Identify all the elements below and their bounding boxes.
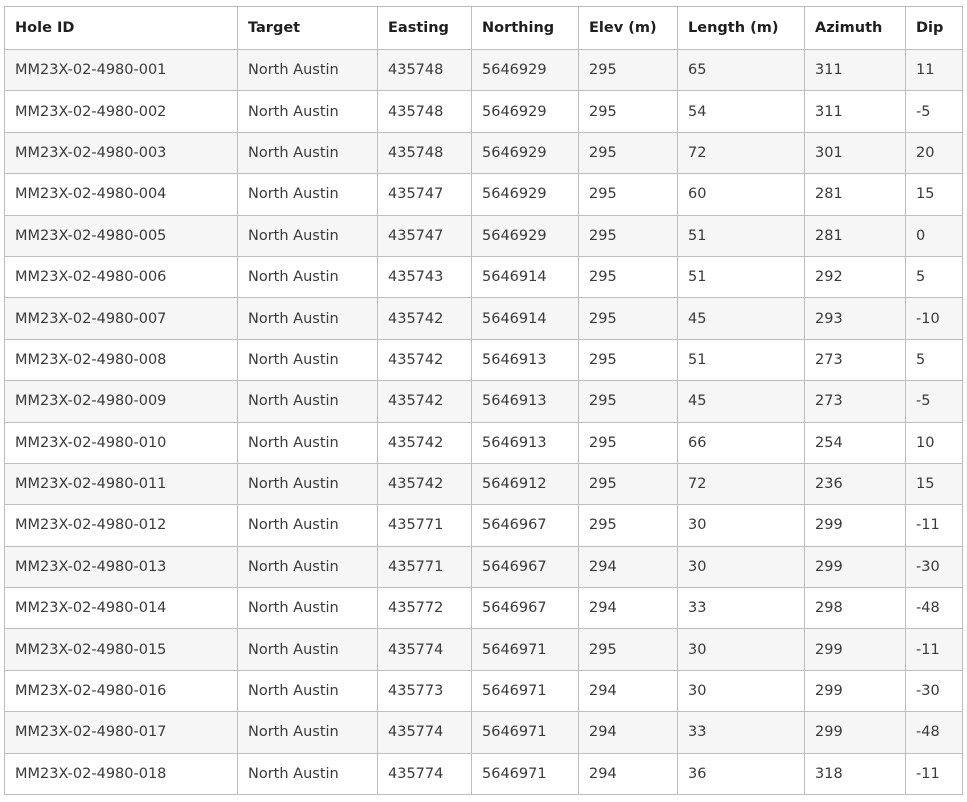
table-row [5,132,963,173]
cell-length: 51 [678,256,805,297]
cell-dip: -30 [906,546,963,587]
cell-target: North Austin [238,588,378,629]
cell-northing: 5646929 [472,215,579,256]
cell-elevation: 294 [579,546,678,587]
cell-target: North Austin [238,298,378,339]
cell-length: 65 [678,50,805,91]
cell-elevation: 295 [579,132,678,173]
cell-dip: -11 [906,505,963,546]
cell-length: 30 [678,629,805,670]
cell-target: North Austin [238,629,378,670]
cell-easting: 435771 [378,546,472,587]
cell-dip: -30 [906,670,963,711]
cell-dip: 0 [906,215,963,256]
cell-hole-id: MM23X-02-4980-007 [5,298,238,339]
cell-easting: 435773 [378,670,472,711]
cell-target: North Austin [238,712,378,753]
cell-length: 33 [678,588,805,629]
table-row [5,215,963,256]
cell-elevation: 295 [579,174,678,215]
cell-length: 45 [678,381,805,422]
cell-azimuth: 311 [805,50,906,91]
cell-hole-id: MM23X-02-4980-009 [5,381,238,422]
cell-easting: 435774 [378,712,472,753]
table-row [5,422,963,463]
cell-target: North Austin [238,546,378,587]
cell-hole-id: MM23X-02-4980-018 [5,753,238,794]
cell-length: 30 [678,670,805,711]
cell-easting: 435747 [378,215,472,256]
header-length: Length (m) [678,7,805,50]
header-northing: Northing [472,7,579,50]
cell-easting: 435774 [378,629,472,670]
table-row [5,463,963,504]
cell-easting: 435774 [378,753,472,794]
header-azimuth: Azimuth [805,7,906,50]
cell-azimuth: 273 [805,339,906,380]
cell-azimuth: 254 [805,422,906,463]
cell-length: 33 [678,712,805,753]
cell-dip: -48 [906,588,963,629]
cell-dip: -11 [906,753,963,794]
cell-length: 72 [678,463,805,504]
cell-target: North Austin [238,505,378,546]
table-row [5,712,963,753]
cell-length: 30 [678,546,805,587]
cell-dip: 15 [906,463,963,504]
table-row [5,50,963,91]
cell-target: North Austin [238,422,378,463]
cell-elevation: 295 [579,505,678,546]
cell-target: North Austin [238,670,378,711]
header-row [5,7,963,50]
cell-dip: 15 [906,174,963,215]
cell-azimuth: 236 [805,463,906,504]
table-header [5,7,963,50]
cell-dip: 5 [906,256,963,297]
table-body [5,50,963,795]
cell-length: 54 [678,91,805,132]
cell-easting: 435748 [378,50,472,91]
cell-dip: -11 [906,629,963,670]
cell-elevation: 295 [579,629,678,670]
cell-azimuth: 318 [805,753,906,794]
table-row [5,505,963,546]
cell-azimuth: 311 [805,91,906,132]
cell-azimuth: 273 [805,381,906,422]
cell-northing: 5646914 [472,256,579,297]
cell-hole-id: MM23X-02-4980-016 [5,670,238,711]
cell-azimuth: 299 [805,505,906,546]
header-target: Target [238,7,378,50]
cell-azimuth: 293 [805,298,906,339]
cell-easting: 435771 [378,505,472,546]
header-easting: Easting [378,7,472,50]
cell-azimuth: 298 [805,588,906,629]
cell-dip: 20 [906,132,963,173]
cell-length: 66 [678,422,805,463]
cell-hole-id: MM23X-02-4980-005 [5,215,238,256]
cell-target: North Austin [238,132,378,173]
cell-hole-id: MM23X-02-4980-006 [5,256,238,297]
cell-northing: 5646967 [472,588,579,629]
cell-length: 60 [678,174,805,215]
cell-northing: 5646967 [472,546,579,587]
cell-hole-id: MM23X-02-4980-001 [5,50,238,91]
cell-length: 45 [678,298,805,339]
cell-easting: 435747 [378,174,472,215]
cell-elevation: 295 [579,215,678,256]
cell-northing: 5646967 [472,505,579,546]
cell-elevation: 294 [579,753,678,794]
cell-length: 30 [678,505,805,546]
cell-hole-id: MM23X-02-4980-013 [5,546,238,587]
cell-hole-id: MM23X-02-4980-010 [5,422,238,463]
cell-target: North Austin [238,174,378,215]
header-hole-id: Hole ID [5,7,238,50]
cell-azimuth: 299 [805,546,906,587]
cell-hole-id: MM23X-02-4980-017 [5,712,238,753]
cell-northing: 5646971 [472,629,579,670]
cell-northing: 5646913 [472,381,579,422]
header-dip: Dip [906,7,963,50]
cell-target: North Austin [238,91,378,132]
table-row [5,339,963,380]
cell-elevation: 294 [579,588,678,629]
cell-hole-id: MM23X-02-4980-003 [5,132,238,173]
cell-northing: 5646929 [472,50,579,91]
cell-hole-id: MM23X-02-4980-004 [5,174,238,215]
cell-northing: 5646971 [472,670,579,711]
cell-azimuth: 301 [805,132,906,173]
cell-target: North Austin [238,381,378,422]
cell-hole-id: MM23X-02-4980-012 [5,505,238,546]
cell-elevation: 294 [579,712,678,753]
cell-dip: 5 [906,339,963,380]
cell-hole-id: MM23X-02-4980-014 [5,588,238,629]
cell-elevation: 295 [579,50,678,91]
table-row [5,298,963,339]
cell-northing: 5646912 [472,463,579,504]
cell-target: North Austin [238,215,378,256]
cell-easting: 435748 [378,91,472,132]
cell-easting: 435772 [378,588,472,629]
cell-azimuth: 292 [805,256,906,297]
drill-hole-table-container [4,6,963,795]
cell-northing: 5646971 [472,753,579,794]
cell-target: North Austin [238,256,378,297]
cell-dip: -48 [906,712,963,753]
cell-elevation: 295 [579,339,678,380]
cell-easting: 435748 [378,132,472,173]
table-row [5,546,963,587]
cell-length: 36 [678,753,805,794]
header-elevation: Elev (m) [579,7,678,50]
cell-target: North Austin [238,339,378,380]
cell-elevation: 295 [579,381,678,422]
table-row [5,381,963,422]
cell-azimuth: 299 [805,670,906,711]
cell-elevation: 295 [579,256,678,297]
cell-target: North Austin [238,753,378,794]
table-row [5,670,963,711]
cell-dip: 10 [906,422,963,463]
cell-hole-id: MM23X-02-4980-011 [5,463,238,504]
cell-azimuth: 299 [805,629,906,670]
cell-hole-id: MM23X-02-4980-008 [5,339,238,380]
drill-hole-table [4,6,963,795]
cell-azimuth: 281 [805,215,906,256]
cell-dip: -5 [906,381,963,422]
cell-length: 51 [678,339,805,380]
cell-northing: 5646913 [472,339,579,380]
table-row [5,629,963,670]
cell-elevation: 294 [579,670,678,711]
cell-northing: 5646929 [472,174,579,215]
cell-northing: 5646971 [472,712,579,753]
cell-hole-id: MM23X-02-4980-002 [5,91,238,132]
cell-easting: 435743 [378,256,472,297]
table-row [5,91,963,132]
table-row [5,256,963,297]
cell-northing: 5646913 [472,422,579,463]
cell-dip: 11 [906,50,963,91]
cell-elevation: 295 [579,298,678,339]
cell-azimuth: 281 [805,174,906,215]
cell-length: 51 [678,215,805,256]
cell-elevation: 295 [579,422,678,463]
cell-northing: 5646929 [472,91,579,132]
table-row [5,753,963,794]
cell-easting: 435742 [378,381,472,422]
cell-northing: 5646929 [472,132,579,173]
table-row [5,588,963,629]
cell-azimuth: 299 [805,712,906,753]
cell-length: 72 [678,132,805,173]
cell-dip: -10 [906,298,963,339]
cell-dip: -5 [906,91,963,132]
cell-easting: 435742 [378,339,472,380]
cell-target: North Austin [238,463,378,504]
cell-easting: 435742 [378,422,472,463]
cell-easting: 435742 [378,298,472,339]
table-row [5,174,963,215]
cell-elevation: 295 [579,463,678,504]
cell-hole-id: MM23X-02-4980-015 [5,629,238,670]
cell-northing: 5646914 [472,298,579,339]
cell-elevation: 295 [579,91,678,132]
cell-easting: 435742 [378,463,472,504]
cell-target: North Austin [238,50,378,91]
